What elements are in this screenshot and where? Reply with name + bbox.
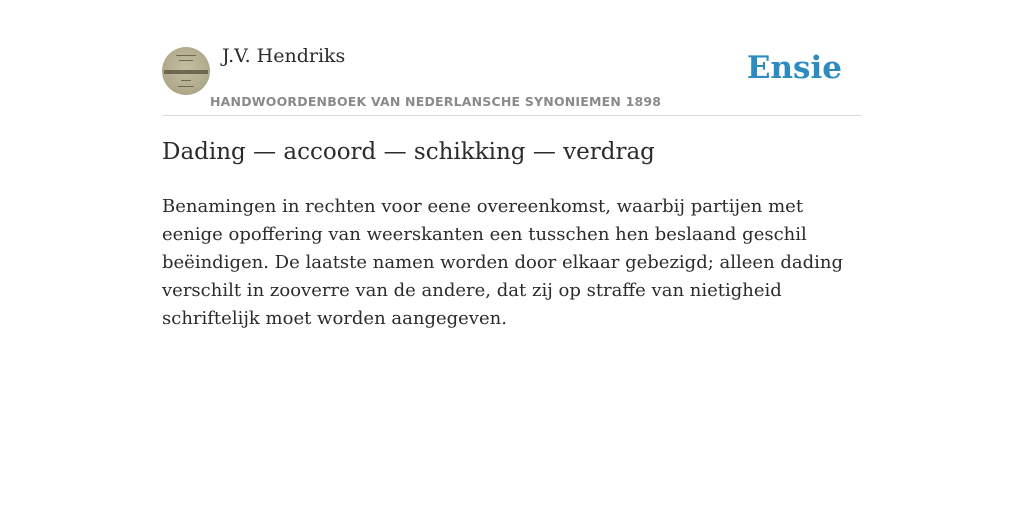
book-cover-avatar[interactable] [162, 47, 210, 95]
header [162, 0, 862, 116]
entry-title: Dading — accoord — schikking — verdrag [162, 139, 655, 165]
ensie-logo-link[interactable]: Ensie [746, 50, 842, 86]
entry-definition: Benamingen in rechten voor eene overeenkomst, waarbij partijen met eenige opoffering van weerskanten een tusschen hen beslaand geschil beëindigen. De laatste namen worden door elkaar gebezigd; alleen dading verschilt in zooverre van de andere, dat zij op straffe van nietigheid schriftelijk moet worden aangegeven. [162, 196, 844, 329]
source-title[interactable]: HANDWOORDENBOEK VAN NEDERLANSCHE SYNONIEMEN 1898 [210, 94, 662, 109]
content [162, 0, 862, 329]
author-name[interactable]: J.V. Hendriks [222, 45, 346, 67]
